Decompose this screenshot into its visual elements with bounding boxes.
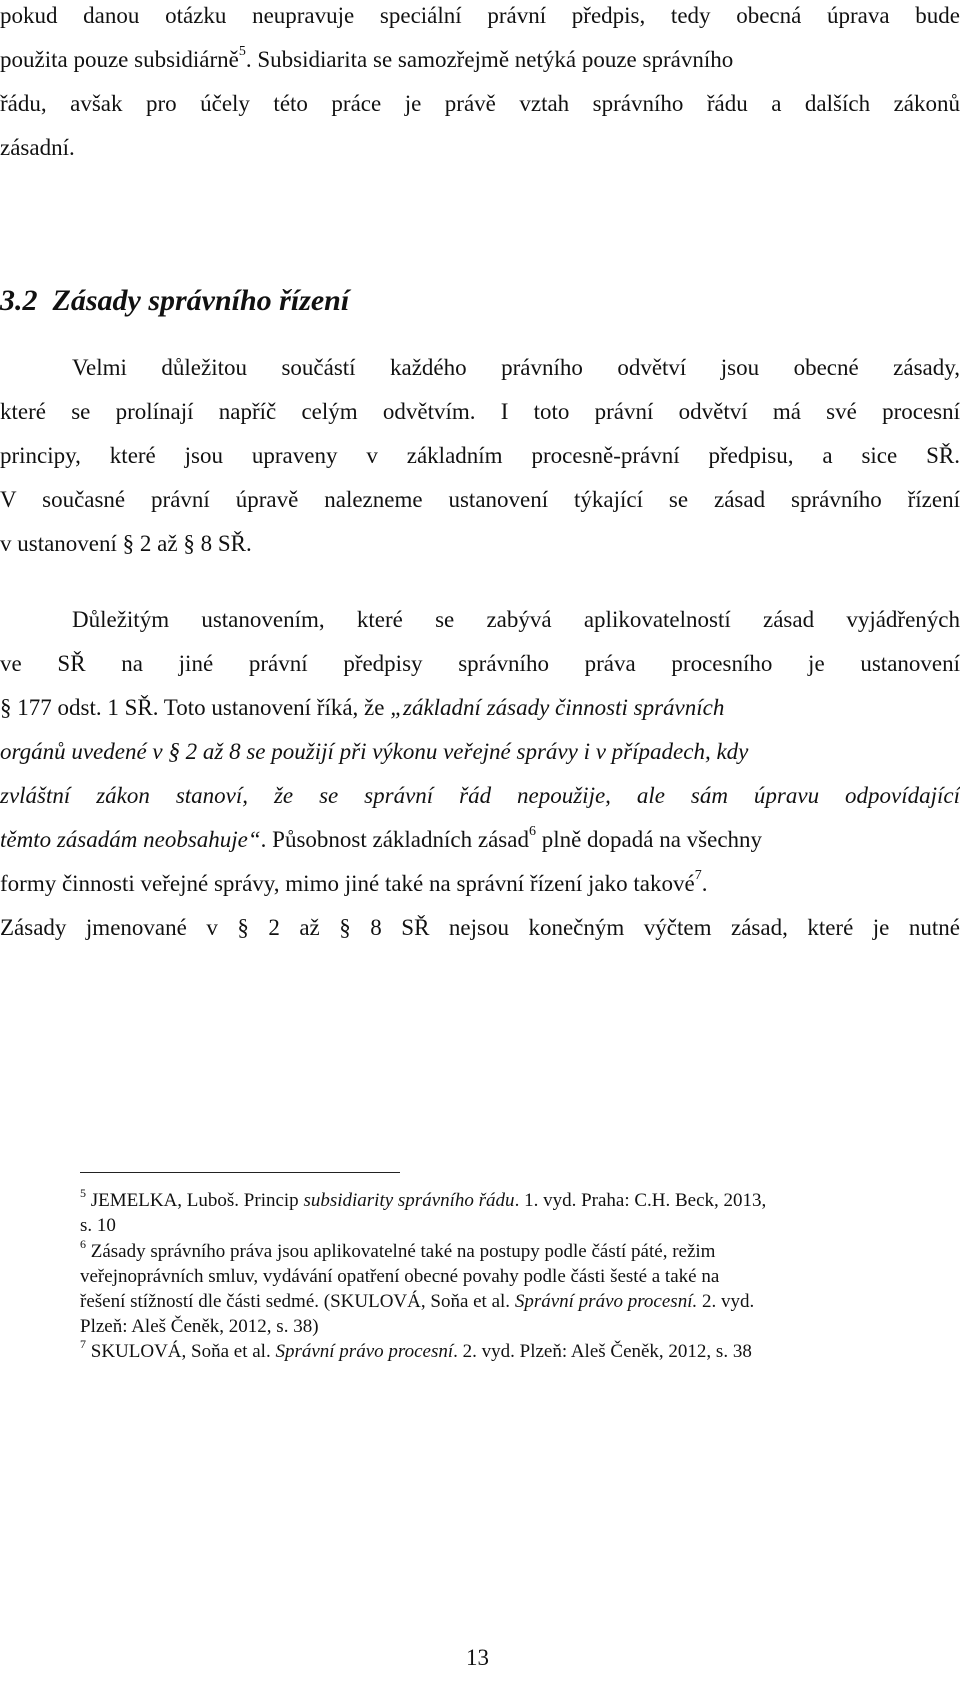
text-line: Důležitým ustanovením, které se zabývá aplikovatelností zásad vyjádřených	[72, 607, 960, 632]
footnote: $^7$ SKULOVÁ, Soňa et al. Správní právo procesní. 2. vyd. Plzeň: Aleš Čeněk, 2012, s. 38	[80, 1336, 752, 1362]
text-line: principy, které jsou upraveny v základním procesně-právní předpisu, a sice SŘ.	[0, 443, 960, 468]
text-line: zvláštní zákon stanoví, že se správní řád nepoužije, ale sám úpravu odpovídající	[0, 783, 960, 808]
text-line: pokud danou otázku neupravuje speciální právní předpis, tedy obecná úprava bude	[0, 3, 960, 28]
footnote-ref[interactable]: 7	[694, 868, 702, 884]
text-line: těmto zásadám neobsahuje“. Působnost základních zásad$^6$ plně dopadá na všechny	[0, 824, 763, 852]
text-line: formy činnosti veřejné správy, mimo jiné také na správní řízení jako takové$^7$.	[0, 868, 708, 896]
footnote-line: Plzeň: Aleš Čeněk, 2012, s. 38)	[80, 1316, 319, 1337]
footnote-line: veřejnoprávních smluv, vydávání opatření obecné povahy podle části šesté a také na	[80, 1266, 720, 1287]
text-line: orgánů uvedené v § 2 až 8 se použijí při výkonu veřejné správy i v případech, kdy	[0, 739, 749, 764]
text-line: Zásady jmenované v § 2 až § 8 SŘ nejsou konečným výčtem zásad, které je nutné	[0, 915, 960, 940]
page-number: 13	[466, 1645, 489, 1670]
footnote: $^5$ JEMELKA, Luboš. Princip subsidiarity správního řádu. 1. vyd. Praha: C.H. Beck, 2013,	[80, 1185, 767, 1211]
text-line: řádu, avšak pro účely této práce je právě vztah správního řádu a dalších zákonů	[0, 91, 960, 116]
footnote-ref[interactable]: 5	[238, 44, 246, 60]
text-line: použita pouze subsidiárně$^5$. Subsidiarita se samozřejmě netýká pouze správního	[0, 44, 734, 72]
text-line: V současné právní úpravě nalezneme ustanovení týkající se zásad správního řízení	[0, 487, 960, 512]
text-line: § 177 odst. 1 SŘ. Toto ustanovení říká, že „základní zásady činnosti správních	[0, 695, 725, 720]
footnote-line: s. 10	[80, 1215, 116, 1236]
quoted-text: „základní zásady činnosti správních	[390, 695, 725, 720]
text-line: které se prolínají napříč celým odvětvím. I toto právní odvětví má své procesní	[0, 399, 960, 424]
section-number: 3.2	[0, 284, 38, 317]
footnote-line: řešení stížností dle části sedmé. (SKULOVÁ, Soňa et al. Správní právo procesní. 2. vyd.	[80, 1291, 755, 1312]
text-line: ve SŘ na jiné právní předpisy správního práva procesního je ustanovení	[0, 651, 960, 676]
section-heading	[0, 284, 349, 318]
text-line: Velmi důležitou součástí každého právního odvětví jsou obecné zásady,	[72, 355, 960, 380]
footnote-separator	[80, 1172, 400, 1173]
footnote: $^6$ Zásady správního práva jsou aplikovatelné také na postupy podle částí páté, režim	[80, 1236, 716, 1262]
section-title: Zásady správního řízení	[52, 284, 350, 317]
footnote-ref[interactable]: 6	[528, 824, 536, 840]
text-line: v ustanovení § 2 až § 8 SŘ.	[0, 531, 252, 556]
text-line: zásadní.	[0, 135, 75, 160]
